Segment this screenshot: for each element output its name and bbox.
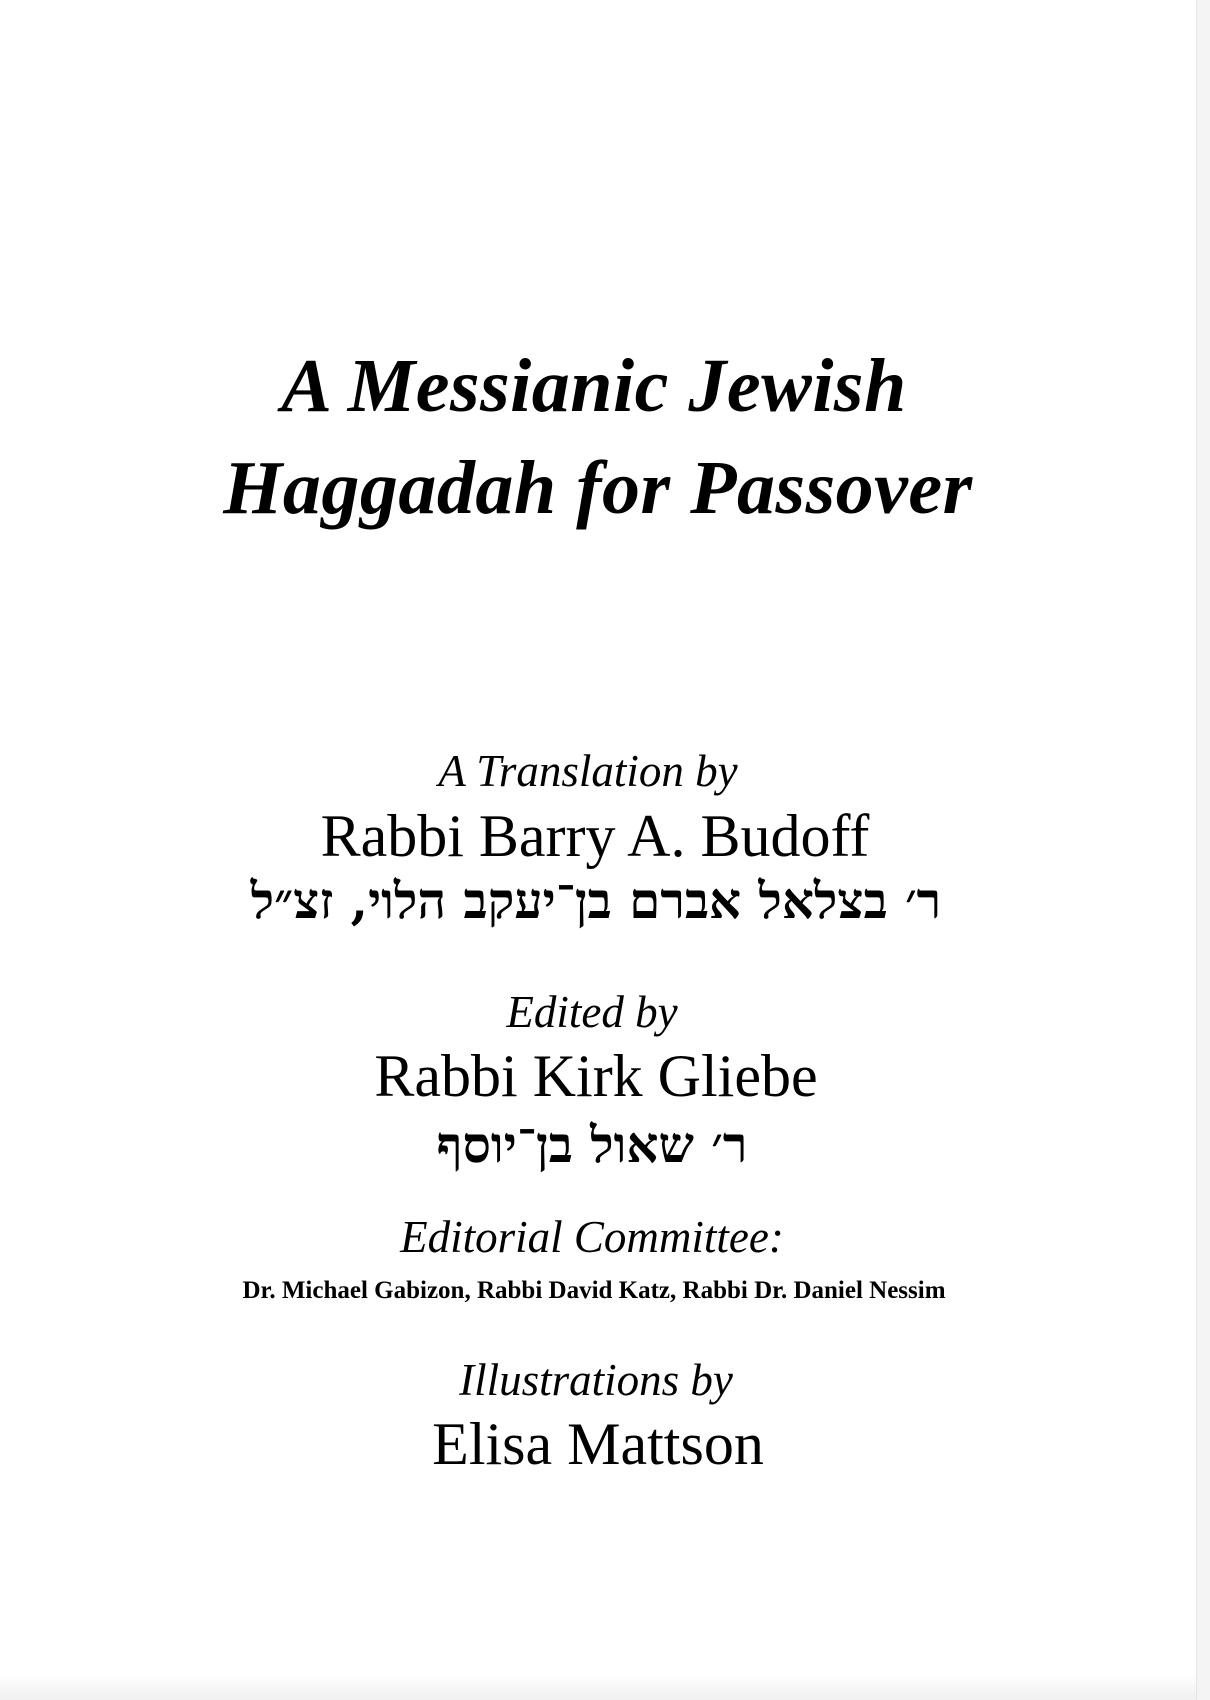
- translation-role-label: A Translation by: [438, 746, 738, 796]
- illustrator-name: Elisa Mattson: [432, 1411, 764, 1477]
- title-line-2: Haggadah for Passover: [223, 446, 973, 530]
- vertical-scrollbar[interactable]: [1196, 0, 1210, 1700]
- translator-hebrew-name: ר׳ בצלאל אברם בן־יעקב הלוי, זצ״ל: [250, 871, 942, 930]
- translator-name: Rabbi Barry A. Budoff: [320, 803, 870, 869]
- page-bottom-edge: [0, 1674, 1196, 1700]
- committee-role-label: Editorial Committee:: [400, 1212, 784, 1262]
- editor-hebrew-name: ר׳ שאול בן־יוסף: [436, 1115, 748, 1174]
- editor-role-label: Edited by: [506, 987, 678, 1037]
- committee-members: Dr. Michael Gabizon, Rabbi David Katz, Rabbi Dr. Daniel Nessim: [242, 1277, 946, 1304]
- illustrations-role-label: Illustrations by: [459, 1355, 733, 1405]
- editor-name: Rabbi Kirk Gliebe: [374, 1043, 818, 1109]
- title-line-1: A Messianic Jewish: [281, 344, 907, 428]
